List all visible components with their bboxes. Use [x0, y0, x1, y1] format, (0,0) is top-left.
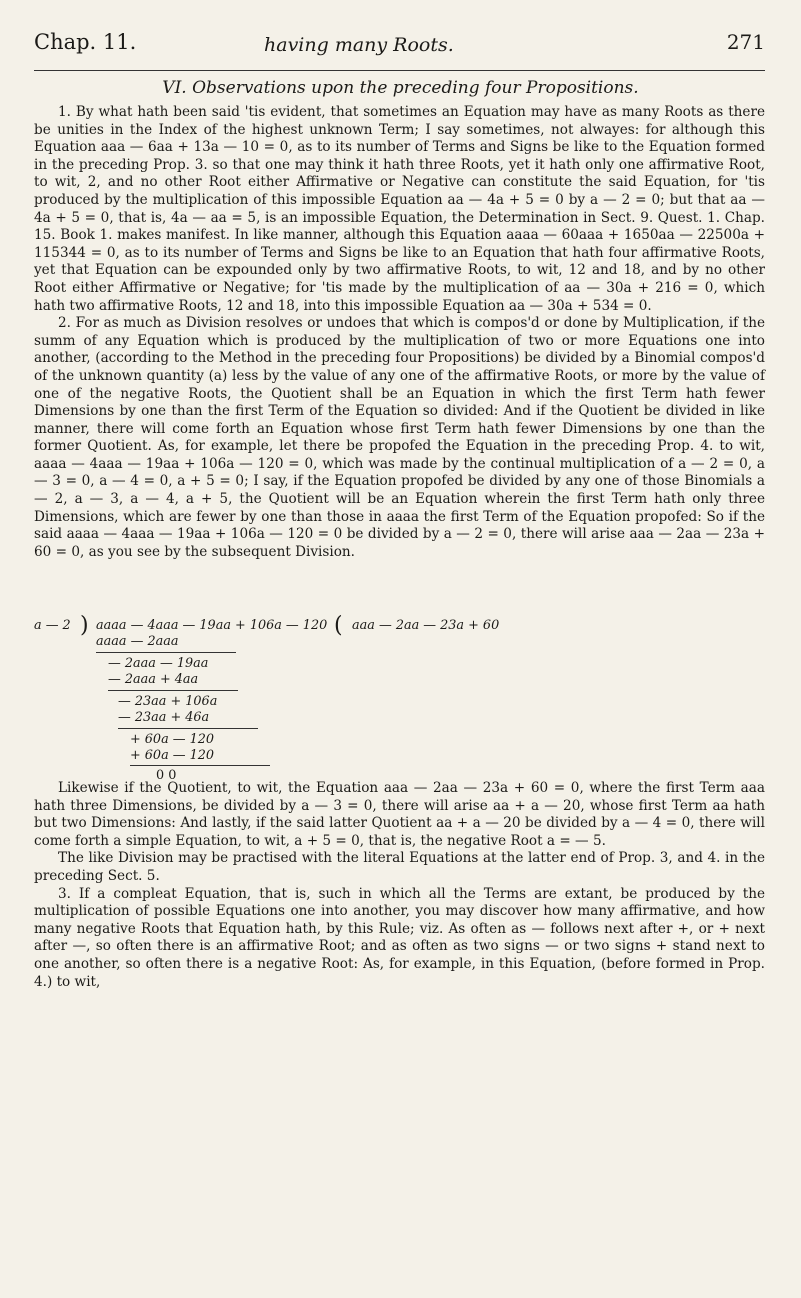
division-step: — 23aa + 106a: [118, 694, 218, 709]
paragraph-4: The like Division may be practised with the literal Equations at the latter end of Prop. 3, and 4. in the preceding Sect. 5.: [34, 850, 765, 884]
division-rule: [130, 765, 270, 766]
paragraph-1: 1. By what hath been said 'tis evident, that sometimes an Equation may have as many Roots as there be unities in the Index of the highest unknown Term; I say sometimes, not alwayes: for although this Equation aaa — 6aa + 13a — 10 = 0, as to its number of Terms and Signs be like to the Equation formed in the preceding Prop. 3. so that one may think it hath three Roots, yet it hath only one affirmative Root, to wit, 2, and no other Root either Affirmative or Negative can constitute the said Equation, for 'tis produced by the multiplication of this impossible Equation aa — 4a + 5 = 0 by a — 2 = 0; but that aa — 4a + 5 = 0, that is, 4a — aa = 5, is an impossible Equation, the Determination in Sect. 9. Quest. 1. Chap. 15. Book 1. makes manifest. In like manner, although this Equation aaaa — 60aaa + 1650aa — 22500a + 115344 = 0, as to its number of Terms and Signs be like to an Equation that hath four affirmative Roots, yet that Equation can be expounded only by two affirmative Roots, to wit, 12 and 18, and by no other Root either Affirmative or Negative; for 'tis made by the multiplication of aa — 30a + 216 = 0, which hath two affirmative Roots, 12 and 18, into this impossible Equation aa — 30a + 534 = 0.: [34, 104, 765, 314]
division-step: — 2aaa — 19aa: [108, 656, 209, 671]
page-number: 271: [726, 30, 765, 54]
division-bracket-right: (: [334, 613, 343, 638]
division-step: — 2aaa + 4aa: [108, 672, 199, 687]
body-text-upper: [34, 104, 765, 561]
division-rule: [96, 652, 236, 653]
running-header: [34, 26, 765, 72]
long-division: [34, 613, 765, 783]
paragraph-3: Likewise if the Quotient, to wit, the Equation aaa — 2aa — 23a + 60 = 0, where the first Term aaa hath three Dimensions, be divided by a — 3 = 0, there will arise aa + a — 20, whose first Term aa hath but two Dimensions: And lastly, if the said latter Quotient aa + a — 20 be divided by a — 4 = 0, there will come forth a simple Equation, to wit, a + 5 = 0, that is, the negative Root a = — 5.: [34, 780, 765, 849]
division-step: — 23aa + 46a: [118, 710, 210, 725]
division-remainder: 0 0: [156, 768, 177, 783]
body-text-lower: [34, 780, 765, 991]
chapter-label: Chap. 11.: [34, 30, 137, 54]
paragraph-5: 3. If a compleat Equation, that is, such in which all the Terms are extant, be produced by the multiplication of possible Equations one into another, you may discover how many affirmative, and how many negative Roots that Equation hath, by this Rule; viz. As often as — follows next after +, or + next after —, so often there is an affirmative Root; and as often as two signs — or two signs + stand next to one another, so often there is a negative Root: As, for example, in this Equation, (before formed in Prop. 4.) to wit,: [34, 885, 765, 990]
section-title: VI. Observations upon the preceding four Propositions.: [162, 78, 639, 98]
header-rule: [34, 70, 765, 71]
division-step: aaaa — 2aaa: [96, 634, 179, 649]
division-rule: [118, 728, 258, 729]
division-bracket-left: ): [80, 613, 89, 638]
division-step: + 60a — 120: [130, 732, 215, 747]
division-rule: [108, 690, 238, 691]
division-dividend: aaaa — 4aaa — 19aa + 106a — 120: [96, 618, 328, 633]
division-divisor: a — 2: [34, 618, 71, 633]
running-title: having many Roots.: [264, 34, 454, 56]
division-quotient: aaa — 2aa — 23a + 60: [352, 618, 500, 633]
division-step: + 60a — 120: [130, 748, 215, 763]
paragraph-2: 2. For as much as Division resolves or undoes that which is compos'd or done by Multiplication, if the summ of any Equation which is produced by the multiplication of two or more Equations one into another, (according to the Method in the preceding four Propositions) be divided by a Binomial compos'd of the unknown quantity (a) less by the value of any one of the affirmative Roots, or more by the value of one of the negative Roots, the Quotient shall be an Equation in which the first Term hath fewer Dimensions by one than the first Term of the Equation so divided: And if the Quotient be divided in like manner, there will come forth an Equation whose first Term hath fewer Dimensions by one than the former Quotient. As, for example, let there be propofed the Equation in the preceding Prop. 4. to wit, aaaa — 4aaa — 19aa + 106a — 120 = 0, which was made by the continual multiplication of a — 2 = 0, a — 3 = 0, a — 4 = 0, a + 5 = 0; I say, if the Equation propofed be divided by any one of those Binomials a — 2, a — 3, a — 4, a + 5, the Quotient will be an Equation wherein the first Term hath only three Dimensions, which are fewer by one than those in aaaa the first Term of the Equation propofed: So if the said aaaa — 4aaa — 19aa + 106a — 120 = 0 be divided by a — 2 = 0, there will arise aaa — 2aa — 23a + 60 = 0, as you see by the subsequent Division.: [34, 315, 765, 560]
